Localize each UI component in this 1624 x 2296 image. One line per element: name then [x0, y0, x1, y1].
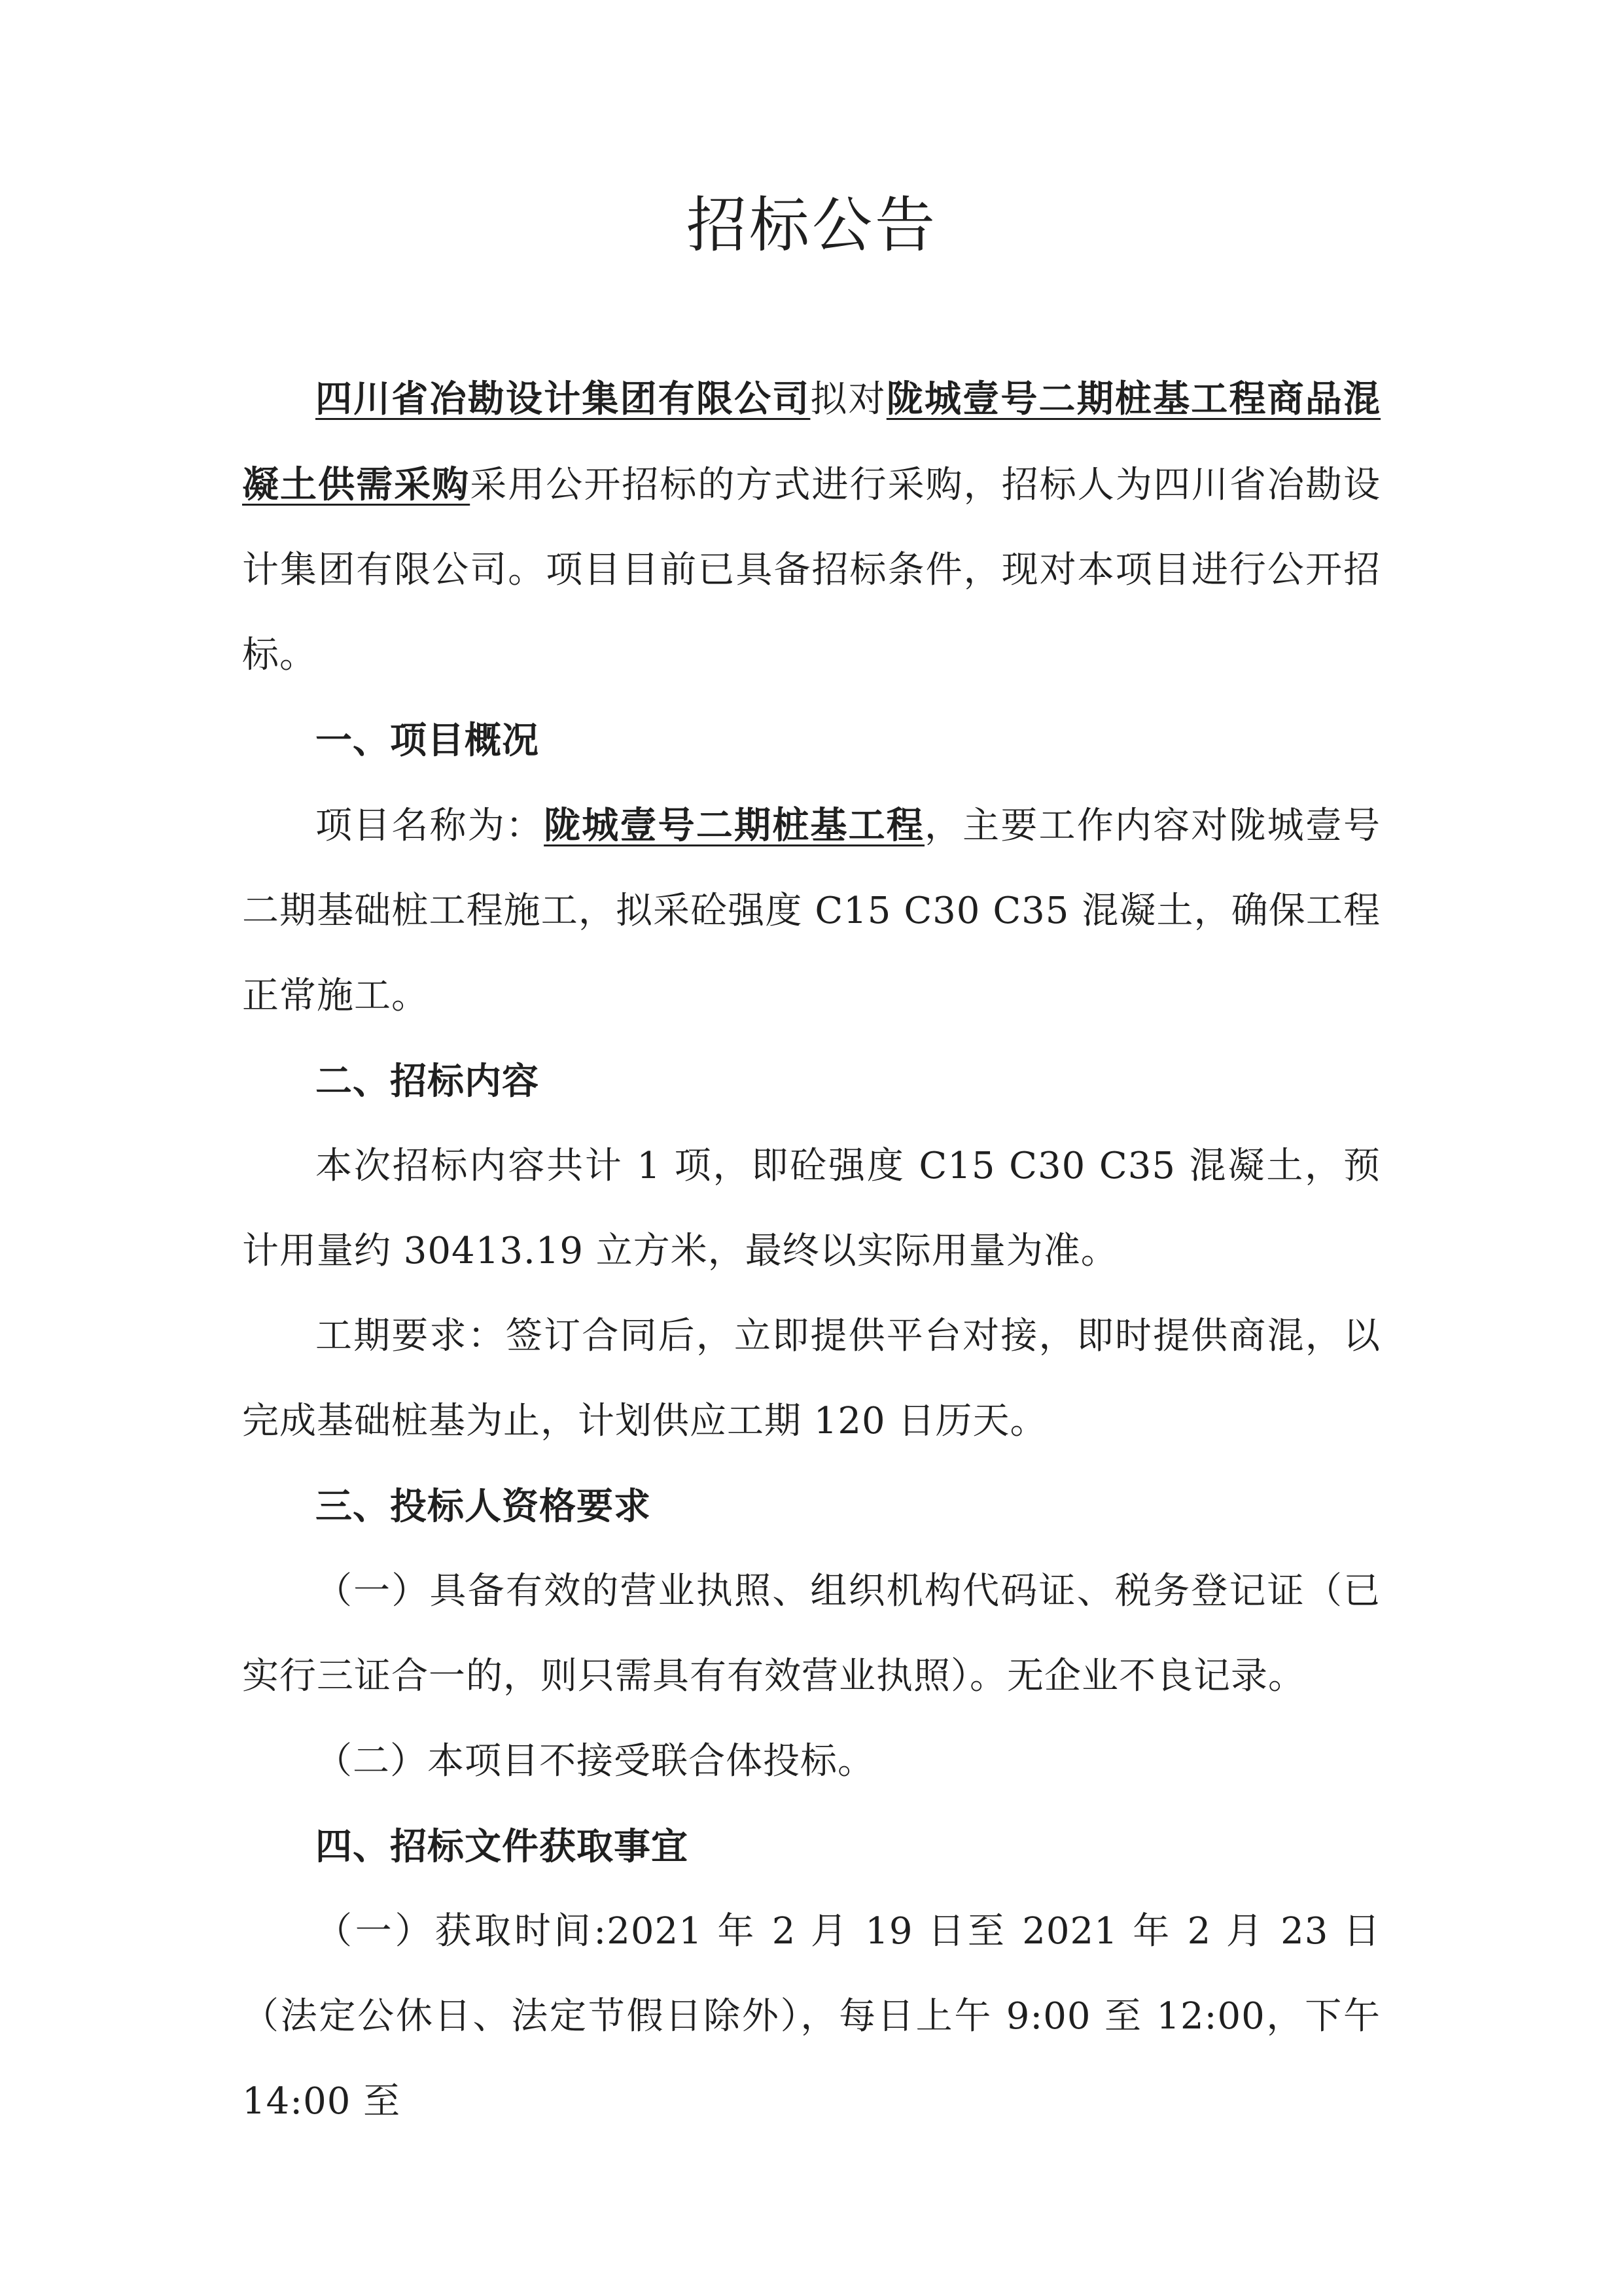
tenderer-name: 四川省冶勘设计集团有限公司: [315, 377, 811, 421]
intro-paragraph: [242, 357, 1381, 698]
overview-paragraph: [242, 783, 1381, 1039]
intro-text-2: 采用公开招标的方式进行采购，招标人为四川省冶勘设计集团有限公司。项目目前已具备招标条件，现对本项目进行公开招标。: [242, 464, 1381, 676]
intro-text-1: 拟对: [810, 378, 887, 421]
qualification-paragraph-1: （一）具备有效的营业执照、组织机构代码证、税务登记证（已实行三证合一的，则只需具有有效营业执照）。无企业不良记录。: [242, 1570, 1381, 1697]
section-heading-content: 二、招标内容: [315, 1060, 539, 1103]
qualification-paragraph-2: （二）本项目不接受联合体投标。: [315, 1740, 875, 1783]
overview-prefix: 项目名称为：: [315, 805, 544, 847]
section-heading-overview: 一、项目概况: [315, 719, 539, 762]
document-body: [242, 357, 1381, 2144]
content-paragraph-schedule: 工期要求：签订合同后，立即提供平台对接，即时提供商混，以完成基础桩基为止，计划供应工期 120 日历天。: [242, 1315, 1381, 1442]
project-name: 陇城壹号二期桩基工程商品混凝土供需采购: [242, 377, 1381, 506]
content-paragraph-quantity: 本次招标内容共计 1 项，即砼强度 C15 C30 C35 混凝土，预计用量约 30413.19 立方米，最终以实际用量为准。: [242, 1145, 1381, 1272]
overview-rest: ，主要工作内容对陇城壹号二期基础桩工程施工，拟采砼强度 C15 C30 C35 混凝土，确保工程正常施工。: [242, 805, 1381, 1017]
page-title: 招标公告: [686, 190, 938, 260]
section-heading-qualification: 三、投标人资格要求: [315, 1485, 651, 1528]
overview-project-name: 陇城壹号二期桩基工程: [544, 804, 925, 847]
documents-paragraph-1: （一）获取时间:2021 年 2 月 19 日至 2021 年 2 月 23 日（法定公休日、法定节假日除外），每日上午 9:00 至 12:00，下午 14:00 至: [242, 1910, 1381, 2123]
section-heading-documents: 四、招标文件获取事宜: [315, 1825, 688, 1868]
